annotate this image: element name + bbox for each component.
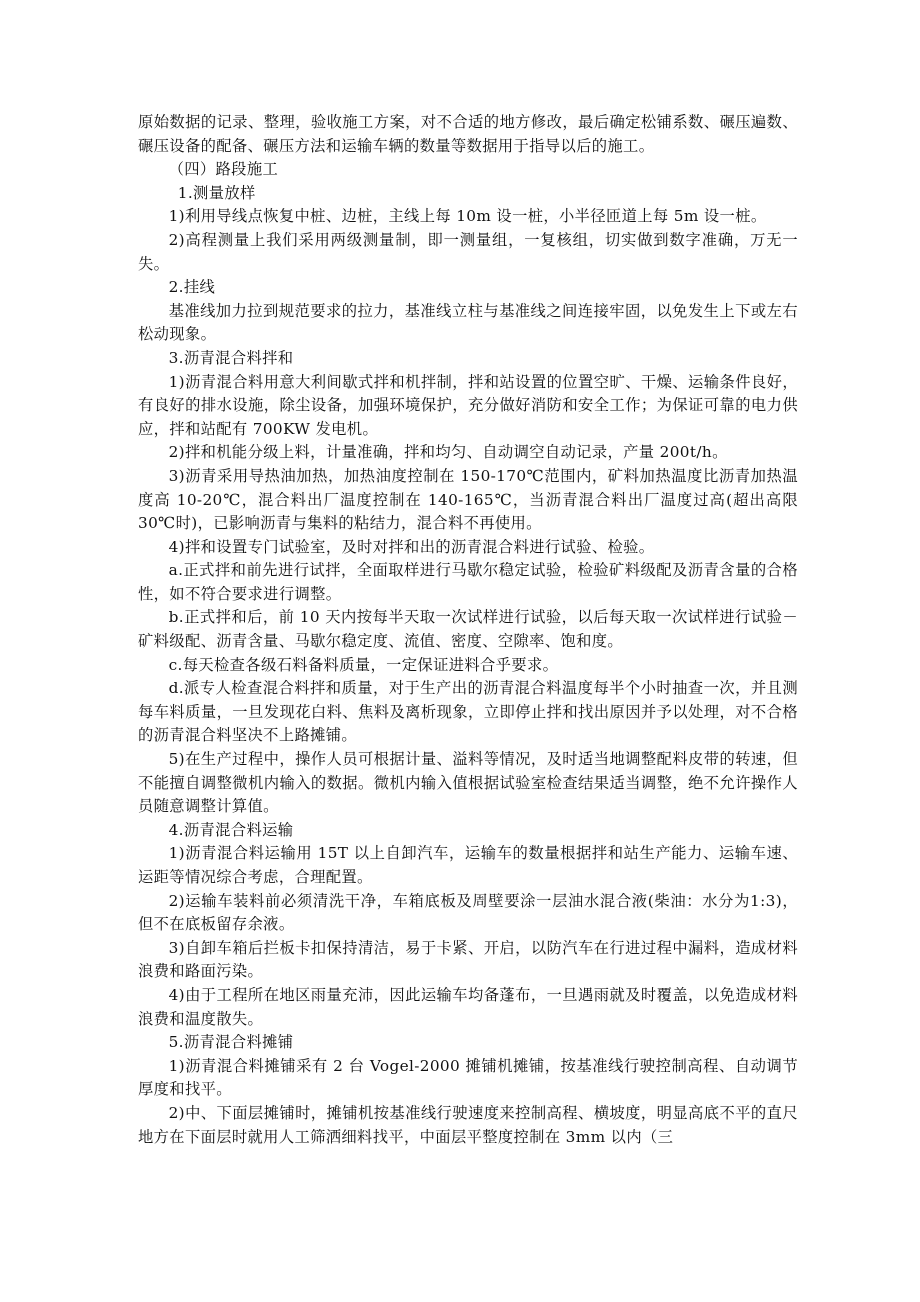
paragraph: 1)利用导线点恢复中桩、边桩，主线上每 10m 设一桩，小半径匝道上每 5m 设一桩。	[168, 207, 767, 226]
paragraph: 2)高程测量上我们采用两级测量制，即一测量组，一复核组，切实做到数字准确，万无一失。	[138, 230, 798, 273]
paragraph: 1)沥青混合料摊铺采有 2 台 Vogel-2000 摊铺机摊铺，按基准线行驶控制高程、自动调节厚度和找平。	[138, 1056, 798, 1099]
paragraph: 3)沥青采用导热油加热，加热油度控制在 150-170℃范围内，矿料加热温度比沥青加热温度高 10-20℃，混合料出厂温度控制在 140-165℃，当沥青混合料出厂温度过高(超出高限 30℃时)，已影响沥青与集料的粘结力，混合料不再使用。	[138, 466, 798, 533]
subheading-asphalt-mixing: 3.沥青混合料拌和	[168, 348, 294, 367]
subheading-hanging-line: 2.挂线	[168, 278, 216, 297]
paragraph: 1)沥青混合料用意大利间歇式拌和机拌制，拌和站设置的位置空旷、干燥、运输条件良好，有良好的排水设施，除尘设备，加强环境保护，充分做好消防和安全工作；为保证可靠的电力供应，拌和站配有 700KW 发电机。	[138, 372, 798, 438]
paragraph: b.正式拌和后，前 10 天内按每半天取一次试样进行试验，以后每天取一次试样进行试验－矿料级配、沥青含量、马歇尔稳定度、流值、密度、空隙率、饱和度。	[138, 608, 798, 651]
subheading-asphalt-transport: 4.沥青混合料运输	[168, 820, 294, 839]
subheading-asphalt-paving: 5.沥青混合料摊铺	[168, 1033, 294, 1052]
paragraph: 2)运输车装料前必须清洗干净，车箱底板及周壁要涂一层油水混合液(柴油：水分为1:3)，但不在底板留存余液。	[138, 891, 798, 934]
paragraph: c.每天检查各级石料备料质量，一定保证进料合乎要求。	[168, 655, 559, 674]
paragraph: 4)拌和设置专门试验室，及时对拌和出的沥青混合料进行试验、检验。	[168, 537, 655, 556]
section-heading-road-construction: （四）路段施工	[168, 160, 279, 179]
paragraph: d.派专人检查混合料拌和质量，对于生产出的沥青混合料温度每半个小时抽查一次，并且测每车料质量，一旦发现花白料、焦料及离析现象，立即停止拌和找出原因并予以处理，对不合格的沥青混合料坚决不上路摊铺。	[138, 679, 798, 745]
paragraph: 3)自卸车箱后拦板卡扣保持清洁，易于卡紧、开启，以防汽车在行进过程中漏料，造成材料浪费和路面污染。	[138, 938, 798, 981]
subheading-survey-staking: 1.测量放样	[177, 183, 256, 202]
paragraph: 2)拌和机能分级上料，计量准确，拌和均匀、自动调空自动记录，产量 200t/h。	[168, 443, 728, 462]
paragraph: 1)沥青混合料运输用 15T 以上自卸汽车，运输车的数量根据拌和站生产能力、运输车速、运距等情况综合考虑，合理配置。	[138, 844, 798, 886]
paragraph: 5)在生产过程中，操作人员可根据计量、溢料等情况，及时适当地调整配料皮带的转速，但不能擅自调整微机内输入的数据。微机内输入值根据试验室检查结果适当调整，绝不允许操作人员随意调整计算值。	[138, 750, 798, 816]
paragraph-intro-continuation: 原始数据的记录、整理，验收施工方案，对不合适的地方修改，最后确定松铺系数、碾压遍数、碾压设备的配备、碾压方法和运输车辆的数量等数据用于指导以后的施工。	[138, 113, 798, 155]
paragraph: 2)中、下面层摊铺时，摊铺机按基准线行驶速度来控制高程、横坡度，明显高底不平的直尺地方在下面层时就用人工筛洒细料找平，中面层平整度控制在 3mm 以内（三	[138, 1103, 798, 1146]
paragraph: 基准线加力拉到规范要求的拉力，基准线立柱与基准线之间连接牢固，以免发生上下或左右松动现象。	[138, 301, 798, 344]
document-body	[138, 111, 798, 1149]
paragraph: a.正式拌和前先进行试拌，全面取样进行马歇尔稳定试验，检验矿料级配及沥青含量的合格性，如不符合要求进行调整。	[138, 561, 798, 603]
paragraph: 4)由于工程所在地区雨量充沛，因此运输车均备蓬布，一旦遇雨就及时覆盖，以免造成材料浪费和温度散失。	[138, 985, 798, 1028]
